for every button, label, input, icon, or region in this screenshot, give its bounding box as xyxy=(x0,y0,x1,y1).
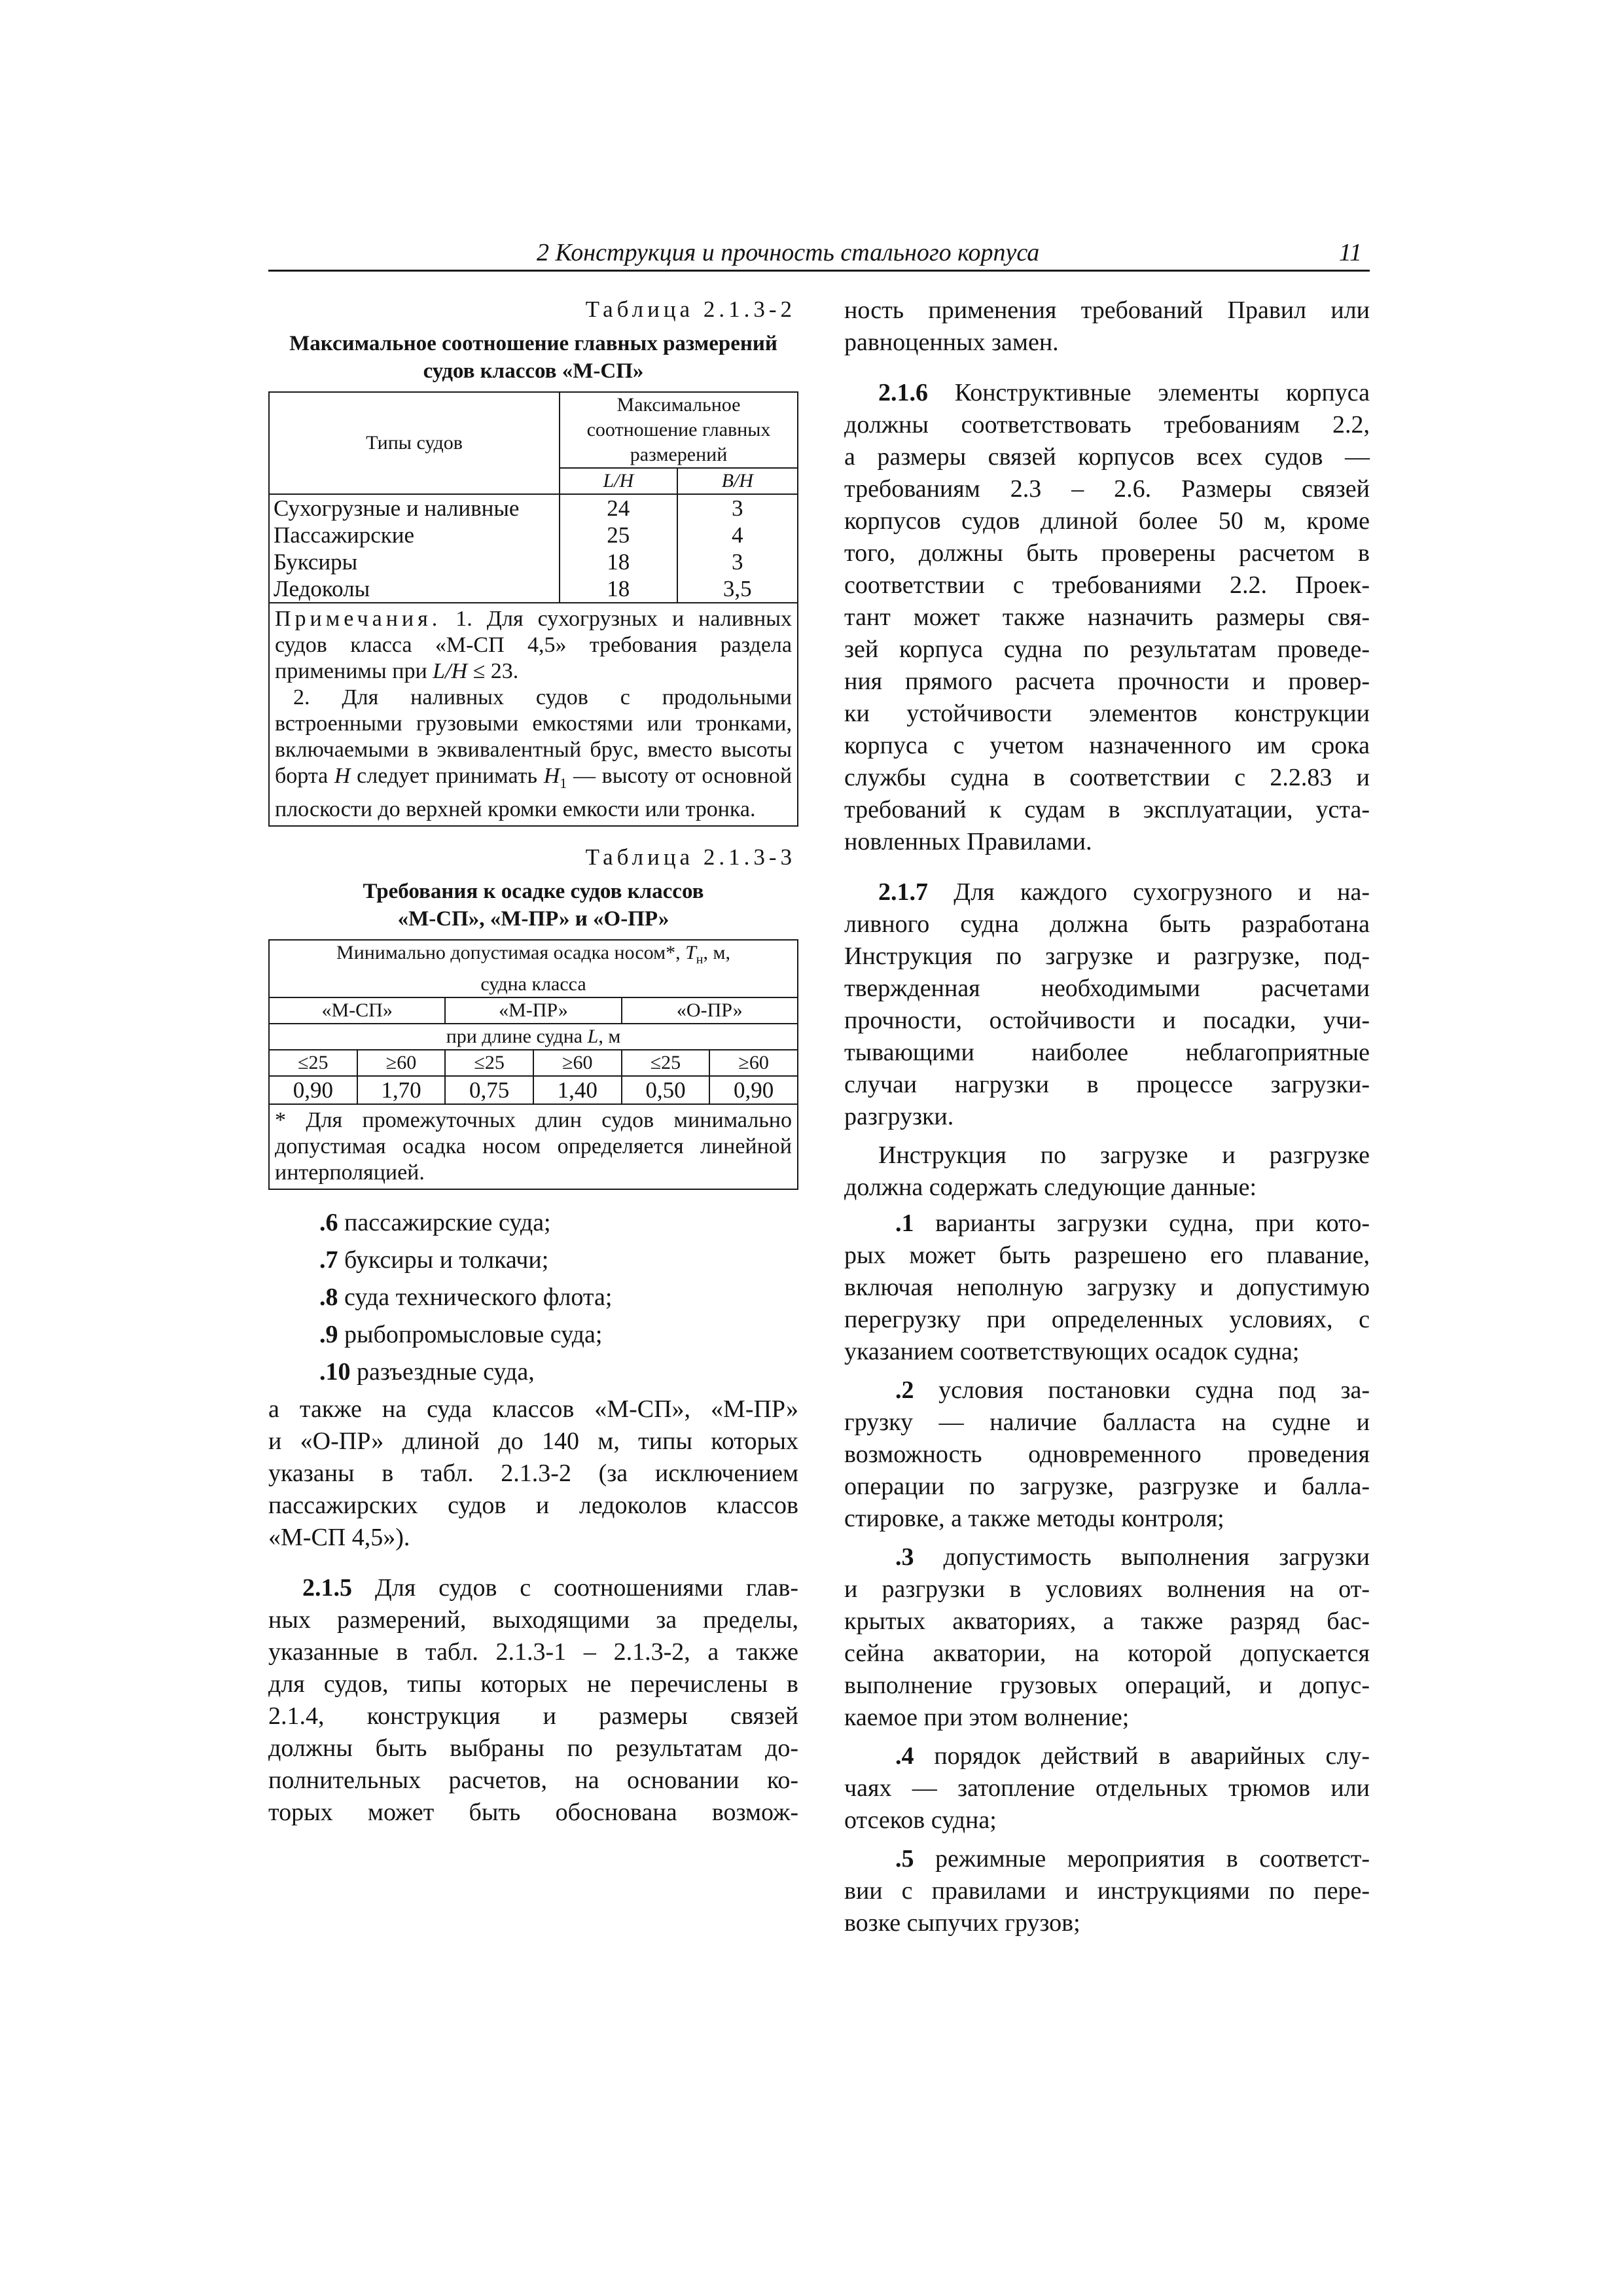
table-cell: 18 xyxy=(560,575,677,603)
table-header-cell: «М-СП» xyxy=(269,997,445,1024)
list-item xyxy=(268,1319,798,1351)
vessel-type-list xyxy=(268,1207,798,1388)
section-text: Для судов с соотношениями глав- xyxy=(352,1573,798,1602)
table-header-cell: ≥60 xyxy=(709,1050,798,1076)
text-line: сейна акватории, на которой допускается xyxy=(844,1640,1370,1667)
table-title-line: судов классов «М-СП» xyxy=(423,359,644,383)
table-title-line: Требования к осадке судов классов xyxy=(363,879,704,903)
list-item-number: .10 xyxy=(319,1357,351,1386)
header-title: 2 Конструкция и прочность стального корпуса xyxy=(537,239,1040,266)
text-line xyxy=(268,1572,798,1604)
text-line: рых может быть разрешено его плавание, xyxy=(844,1242,1370,1269)
text-line: 2.1.4, конструкция и размеры связей xyxy=(268,1702,798,1730)
text-line: службы судна в соответствии с 2.2.83 и xyxy=(844,764,1370,791)
section-number: 2.1.7 xyxy=(878,878,928,906)
table-cell: 0,90 xyxy=(269,1076,357,1104)
text-line xyxy=(844,876,1370,908)
section-number: 2.1.5 xyxy=(302,1573,352,1602)
list-item-text: режимные мероприятия в соответст- xyxy=(914,1845,1370,1873)
table-cell: 25 xyxy=(560,522,677,548)
left-column xyxy=(268,295,798,1829)
text-line: тывающими наиболее неблагоприятные xyxy=(844,1039,1370,1066)
text-line: и «О-ПР» длиной до 140 м, типы которых xyxy=(268,1427,798,1455)
table-header-cell xyxy=(269,1024,798,1050)
table-title-line: Максимальное соотношение главных размерений xyxy=(289,332,777,355)
text-line: должны быть выбраны по результатам до- xyxy=(268,1734,798,1762)
list-item-number: .5 xyxy=(895,1845,914,1873)
text-line: случаи нагрузки в процессе загрузки- xyxy=(844,1071,1370,1098)
table-header-symbol: L xyxy=(587,1025,599,1047)
section-2-1-6 xyxy=(844,377,1370,858)
text-line: указанием соответствующих осадок судна; xyxy=(844,1338,1300,1365)
instruction-intro xyxy=(844,1139,1370,1204)
section-2-1-5 xyxy=(268,1572,798,1829)
list-item xyxy=(844,1740,1370,1837)
table-header-cell: «О-ПР» xyxy=(622,997,798,1024)
table-2-1-3-3-title xyxy=(268,878,798,933)
table-cell: 3 xyxy=(677,548,798,575)
table-cell: 18 xyxy=(560,548,677,575)
table-header-text: , м xyxy=(598,1025,621,1047)
section-2-1-7 xyxy=(844,876,1370,1133)
text-line: должны соответствовать требованиям 2.2, xyxy=(844,411,1370,439)
list-item-text: разъездные суда, xyxy=(350,1357,535,1386)
list-item-text: рыбопромысловые суда; xyxy=(338,1320,603,1348)
text-line: Инструкция по загрузке и разгрузке xyxy=(878,1141,1370,1169)
table-cell: Ледоколы xyxy=(269,575,560,603)
text-line: тант может также назначить размеры свя- xyxy=(844,603,1370,631)
text-line: корпуса с учетом назначенного им срока xyxy=(844,732,1370,759)
text-line: твержденная необходимыми расчетами xyxy=(844,975,1370,1002)
text-line: зей корпуса судна по результатам проведе- xyxy=(844,636,1370,663)
list-item-number: .3 xyxy=(895,1543,914,1571)
page-number: 11 xyxy=(1338,239,1362,266)
running-header xyxy=(268,237,1370,272)
list-item xyxy=(268,1282,798,1314)
table-row xyxy=(269,575,798,603)
table-header-text: Минимально допустимая осадка носом*, xyxy=(336,941,686,963)
table-row xyxy=(269,522,798,548)
text-line: того, должны быть проверены расчетом в xyxy=(844,539,1370,567)
text-line: Инструкция по загрузке и разгрузке, под- xyxy=(844,942,1370,970)
notes-label: Примечания. xyxy=(275,607,442,631)
note-text: 2. Для наливных судов с продольными встроенными грузовыми емкостями или тронками, включаемыми в эквивалентный брус, вместо высоты борта xyxy=(275,685,792,788)
list-item-number: .9 xyxy=(319,1320,338,1348)
list-item-text: условия постановки судна под за- xyxy=(914,1376,1370,1404)
note-text: ≤ 23. xyxy=(467,659,519,683)
table-2-1-3-2 xyxy=(268,391,798,827)
table-header-line: Максимальное xyxy=(616,394,741,416)
table-2-1-3-3-caption: Таблица 2.1.3-3 xyxy=(585,844,796,870)
table-cell: 3 xyxy=(677,494,798,522)
table-cell: 4 xyxy=(677,522,798,548)
paragraph-vessel-classes xyxy=(268,1393,798,1554)
table-row xyxy=(269,494,798,522)
list-item-number: .1 xyxy=(895,1210,914,1237)
list-item-text: пассажирские суда; xyxy=(338,1208,551,1236)
table-header-cell: ≥60 xyxy=(533,1050,622,1076)
text-line: требованиям 2.3 – 2.6. Размеры связей xyxy=(844,475,1370,503)
text-line: выполнение грузовых операций, и допус- xyxy=(844,1672,1370,1699)
table-row xyxy=(269,548,798,575)
table-header-line: соотношение главных xyxy=(586,419,771,440)
table-header-subscript: н xyxy=(696,952,704,967)
table-header-symbol: T xyxy=(685,941,696,963)
list-item xyxy=(268,1207,798,1239)
list-item xyxy=(268,1244,798,1276)
list-item xyxy=(844,1374,1370,1535)
table-row xyxy=(269,1076,798,1104)
table-header-line: судна класса xyxy=(480,973,586,995)
text-line: корпусов судов длиной более 50 м, кроме xyxy=(844,507,1370,535)
table-header-text: при длине судна xyxy=(446,1025,588,1047)
text-line: полнительных расчетов, на основании ко- xyxy=(268,1766,798,1794)
text-line xyxy=(844,1843,1370,1875)
note-text: 1. Для сухогрузных и наливных судов класса «М-СП 4,5» требования раздела применимы при xyxy=(275,607,793,683)
text-line: а также на суда классов «М-СП», «М-ПР» xyxy=(268,1395,798,1423)
note-text: следует принимать xyxy=(350,764,544,788)
note-subscript: 1 xyxy=(560,774,567,791)
note-formula: H xyxy=(334,764,351,788)
text-line: прочности, остойчивости и посадки, учи- xyxy=(844,1007,1370,1034)
text-line: стировке, а также методы контроля; xyxy=(844,1505,1224,1532)
text-line xyxy=(844,1374,1370,1407)
text-line: а размеры связей корпусов всех судов — xyxy=(844,443,1370,471)
text-line: требований к судам в эксплуатации, уста- xyxy=(844,796,1370,823)
text-line: разгрузки. xyxy=(844,1103,954,1130)
table-2-1-3-2-caption: Таблица 2.1.3-2 xyxy=(585,296,796,322)
list-item-text: суда технического флота; xyxy=(338,1283,613,1311)
list-item-text: допустимость выполнения загрузки xyxy=(914,1543,1370,1571)
text-line: указаны в табл. 2.1.3-2 (за исключением xyxy=(268,1459,798,1487)
text-line xyxy=(844,377,1370,409)
table-header-cell: L/H xyxy=(560,468,677,494)
text-line: отсеков судна; xyxy=(844,1806,997,1834)
table-title-line: «М-СП», «М-ПР» и «О-ПР» xyxy=(397,906,669,931)
right-column xyxy=(844,295,1370,1939)
table-footnote: * Для промежуточных длин судов минимально допустимая осадка носом определяется линейной интерполяцией. xyxy=(269,1104,798,1189)
text-line: возможность одновременного проведения xyxy=(844,1441,1370,1468)
table-2-1-3-3 xyxy=(268,939,798,1190)
text-line: ных размерений, выходящими за пределы, xyxy=(268,1605,798,1634)
text-line: указанные в табл. 2.1.3-1 – 2.1.3-2, а также xyxy=(268,1638,798,1666)
text-line: каемое при этом волнение; xyxy=(844,1704,1130,1731)
text-line: ность применения требований Правил или xyxy=(844,296,1370,324)
table-header-line: размерений xyxy=(630,444,728,465)
continued-paragraph xyxy=(844,295,1370,359)
list-item-text: варианты загрузки судна, при кото- xyxy=(914,1210,1370,1237)
text-line: возке сыпучих грузов; xyxy=(844,1909,1080,1937)
list-item-text: буксиры и толкачи; xyxy=(338,1246,549,1274)
table-header-cell: «М-ПР» xyxy=(445,997,621,1024)
instruction-items xyxy=(844,1208,1370,1939)
list-item xyxy=(268,1356,798,1388)
table-header-text: , м, xyxy=(703,941,730,963)
table-header-cell xyxy=(269,940,798,997)
text-line xyxy=(844,1740,1370,1772)
text-line: новленных Правилами. xyxy=(844,828,1092,855)
table-cell: Пассажирские xyxy=(269,522,560,548)
section-text: Для каждого сухогрузного и на- xyxy=(928,878,1370,906)
table-cell: 0,75 xyxy=(445,1076,533,1104)
list-item-number: .7 xyxy=(319,1246,338,1274)
list-item xyxy=(844,1208,1370,1368)
text-line: для судов, типы которых не перечислены в xyxy=(268,1670,798,1698)
list-item-text: порядок действий в аварийных слу- xyxy=(914,1742,1370,1770)
text-line: «М-СП 4,5»). xyxy=(268,1523,410,1551)
section-number: 2.1.6 xyxy=(878,379,928,406)
table-cell: 0,50 xyxy=(622,1076,710,1104)
table-cell: 24 xyxy=(560,494,677,522)
text-line: соответствии с требованиями 2.2. Проек- xyxy=(844,571,1370,599)
table-header-cell: ≤25 xyxy=(622,1050,710,1076)
table-header-cell xyxy=(560,392,798,468)
list-item xyxy=(844,1843,1370,1939)
list-item-number: .4 xyxy=(895,1742,914,1770)
text-line: равноценных замен. xyxy=(844,329,1059,356)
text-line: операции по загрузке, разгрузке и балла- xyxy=(844,1473,1370,1500)
note-formula: L/H xyxy=(433,659,468,683)
table-cell: 1,40 xyxy=(533,1076,622,1104)
table-cell: Буксиры xyxy=(269,548,560,575)
text-line: пассажирских судов и ледоколов классов xyxy=(268,1491,798,1519)
table-header-cell: ≤25 xyxy=(445,1050,533,1076)
text-line: торых может быть обоснована возмож- xyxy=(268,1798,798,1826)
table-header-cell: ≥60 xyxy=(357,1050,446,1076)
text-line: крытых акваториях, а также разряд бас- xyxy=(844,1607,1370,1635)
note-text: — высоту от основной плоскости до верхней кромки емкости или тронка. xyxy=(275,764,793,821)
list-item-number: .2 xyxy=(895,1376,914,1404)
table-header-cell: ≤25 xyxy=(269,1050,357,1076)
text-line: вии с правилами и инструкциями по пере- xyxy=(844,1877,1370,1905)
text-line: ния прямого расчета прочности и провер- xyxy=(844,668,1370,695)
table-cell: Сухогрузные и наливные xyxy=(269,494,560,522)
table-header-cell: B/H xyxy=(677,468,798,494)
text-line xyxy=(844,1208,1370,1240)
text-line: ки устойчивости элементов конструкции xyxy=(844,700,1370,727)
table-2-1-3-2-title xyxy=(268,330,798,385)
table-cell: 3,5 xyxy=(677,575,798,603)
text-line: перегрузку при определенных условиях, с xyxy=(844,1306,1370,1333)
table-cell: 1,70 xyxy=(357,1076,446,1104)
list-item-number: .6 xyxy=(319,1208,338,1236)
text-line: должна содержать следующие данные: xyxy=(844,1174,1257,1201)
note-formula: H xyxy=(543,764,560,788)
text-line: грузку — наличие балласта на судне и xyxy=(844,1408,1370,1436)
table-cell: 0,90 xyxy=(709,1076,798,1104)
text-line: включая неполную загрузку и допустимую xyxy=(844,1274,1370,1301)
text-line xyxy=(844,1541,1370,1573)
list-item xyxy=(844,1541,1370,1734)
text-line: ливного судна должна быть разработана xyxy=(844,910,1370,938)
list-item-number: .8 xyxy=(319,1283,338,1311)
table-header-cell: Типы судов xyxy=(269,392,560,494)
text-line: чаях — затопление отдельных трюмов или xyxy=(844,1774,1370,1802)
section-text: Конструктивные элементы корпуса xyxy=(928,379,1370,406)
table-notes xyxy=(269,603,798,826)
text-line: и разгрузки в условиях волнения на от- xyxy=(844,1575,1370,1603)
